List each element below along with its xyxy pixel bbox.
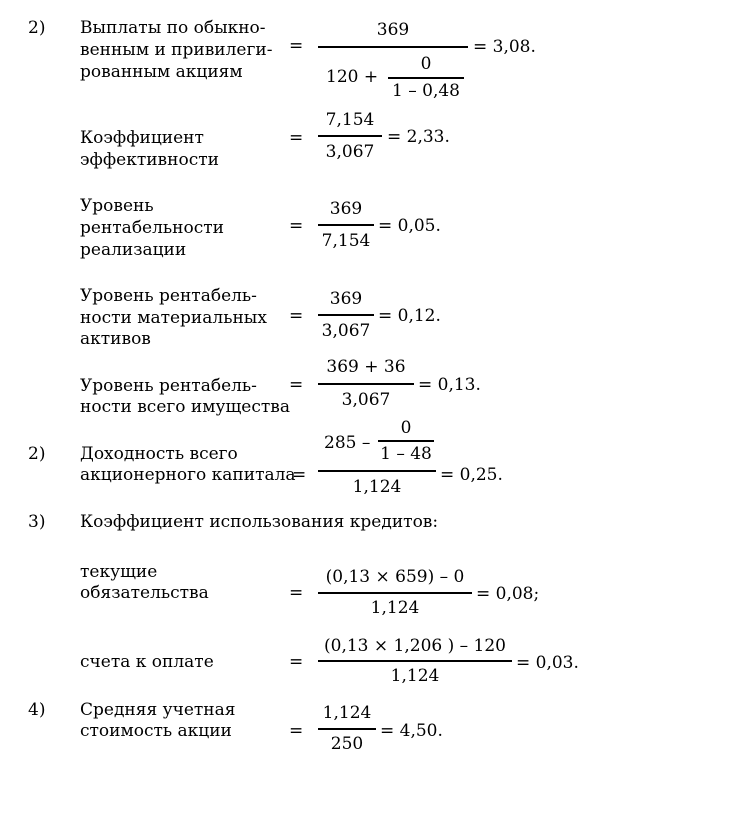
- nested-fraction-numerator: 0: [400, 418, 412, 438]
- item-label-line: счета к оплате: [80, 652, 214, 672]
- fraction-numerator: 369: [329, 199, 363, 219]
- fraction-denominator: 1,124: [352, 477, 402, 497]
- equals-sign: =: [289, 583, 304, 603]
- fraction-bar: [318, 224, 374, 226]
- item-label-line: Доходность всего: [80, 444, 238, 464]
- fraction-bar: [318, 135, 382, 137]
- equals-sign: =: [289, 306, 304, 326]
- equals-sign: =: [289, 721, 304, 741]
- fraction-numerator: (0,13 × 1,206 ) – 120: [324, 636, 506, 656]
- fraction-bar: [318, 314, 374, 316]
- equals-sign: =: [289, 36, 304, 56]
- item-number: 2): [28, 444, 46, 464]
- item-label-line: текущие: [80, 562, 158, 582]
- fraction-numerator: 369 + 36: [326, 357, 406, 377]
- equals-sign: =: [289, 375, 304, 395]
- item-label-line: Коэффициент: [80, 128, 204, 148]
- item-label-line: обязательства: [80, 583, 209, 603]
- result: = 0,25.: [440, 465, 503, 485]
- nested-fraction-denominator: 1 – 48: [380, 444, 432, 464]
- item-number: 4): [28, 700, 46, 720]
- fraction-denominator: 250: [330, 734, 364, 754]
- fraction-denominator-left: 120 +: [326, 67, 379, 87]
- equals-sign: =: [289, 128, 304, 148]
- fraction-numerator-left: 285 –: [324, 433, 371, 453]
- item-number: 3): [28, 512, 46, 532]
- nested-fraction-denominator: 1 – 0,48: [392, 81, 460, 101]
- item-number: 2): [28, 18, 46, 38]
- fraction-bar: [318, 660, 512, 662]
- fraction-bar: [318, 46, 468, 48]
- result: = 0,12.: [378, 306, 441, 326]
- fraction-bar: [318, 470, 436, 472]
- item-label-line: рентабельности: [80, 218, 224, 238]
- item-label-line: ности материальных: [80, 308, 267, 328]
- item-label-line: эффективности: [80, 150, 219, 170]
- item-label-line: Средняя учетная: [80, 700, 236, 720]
- item-label-line: Уровень рентабель-: [80, 286, 257, 306]
- result: = 0,05.: [378, 216, 441, 236]
- item-label-line: рованным акциям: [80, 62, 243, 82]
- nested-fraction-numerator: 0: [420, 54, 432, 74]
- item-label-line: венным и привилеги-: [80, 40, 273, 60]
- item-label-line: стоимость акции: [80, 721, 232, 741]
- item-label-line: реализации: [80, 240, 187, 260]
- fraction-denominator: 7,154: [321, 231, 371, 251]
- item-label-line: Выплаты по обыкно-: [80, 18, 266, 38]
- equals-sign: =: [289, 652, 304, 672]
- fraction-numerator: 1,124: [322, 703, 372, 723]
- fraction-denominator: 3,067: [321, 321, 371, 341]
- fraction-bar: [318, 728, 376, 730]
- section-heading: Коэффициент использования кредитов:: [80, 512, 439, 532]
- result: = 0,08;: [476, 584, 540, 604]
- fraction-numerator: 7,154: [325, 110, 375, 130]
- result: = 2,33.: [387, 127, 450, 147]
- fraction-numerator: 369: [329, 289, 363, 309]
- item-label-line: ности всего имущества: [80, 397, 290, 417]
- equals-sign: =: [292, 465, 307, 485]
- fraction-bar: [318, 383, 414, 385]
- equals-sign: =: [289, 216, 304, 236]
- nested-fraction-bar: [378, 440, 434, 442]
- fraction-bar: [318, 592, 472, 594]
- fraction-numerator: 369: [376, 20, 410, 40]
- fraction-denominator: 3,067: [341, 390, 391, 410]
- result: = 4,50.: [380, 721, 443, 741]
- nested-fraction-bar: [388, 77, 464, 79]
- fraction-denominator: 1,124: [370, 598, 420, 618]
- fraction-denominator: 3,067: [325, 142, 375, 162]
- item-label-line: Уровень рентабель-: [80, 376, 257, 396]
- item-label-line: Уровень: [80, 196, 154, 216]
- result: = 0,03.: [516, 653, 579, 673]
- result: = 0,13.: [418, 375, 481, 395]
- item-label-line: активов: [80, 329, 151, 349]
- fraction-denominator: 1,124: [390, 666, 440, 686]
- item-label-line: акционерного капитала: [80, 465, 296, 485]
- result: = 3,08.: [473, 37, 536, 57]
- fraction-numerator: (0,13 × 659) – 0: [325, 567, 465, 587]
